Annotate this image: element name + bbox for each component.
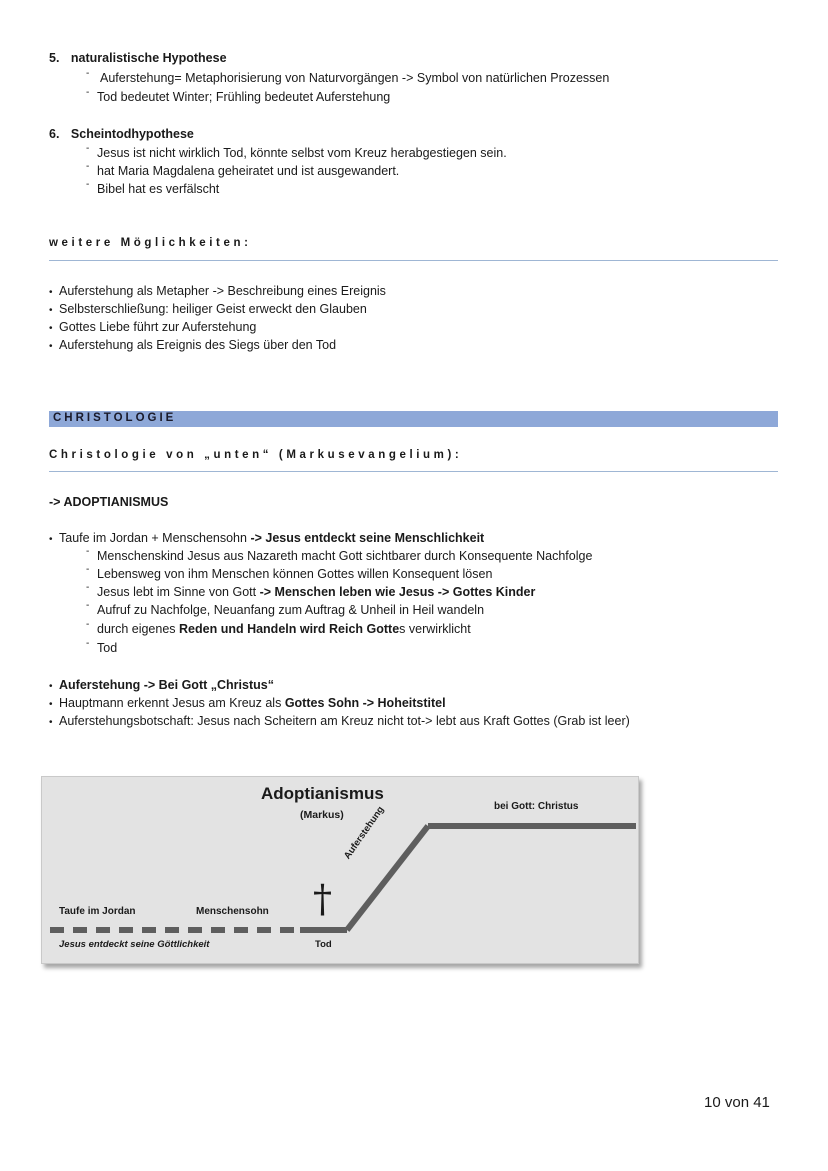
cross-icon: † bbox=[313, 877, 332, 921]
section-6-heading bbox=[49, 127, 194, 141]
auferstehung-label: Auferstehung bbox=[342, 804, 387, 862]
menschensohn-label: Menschensohn bbox=[196, 906, 269, 917]
list-item: • Auferstehungsbotschaft: Jesus nach Scheitern am Kreuz nicht tot-> lebt aus Kraft Gottes (Grab ist leer) bbox=[49, 714, 630, 728]
list-item: - hat Maria Magdalena geheiratet und ist ausgewandert. bbox=[86, 161, 400, 178]
list-item: • Gottes Liebe führt zur Auferstehung bbox=[49, 320, 257, 334]
adoptianismus-diagram bbox=[41, 776, 639, 964]
jesus-entdeckt-label: Jesus entdeckt seine Göttlichkeit bbox=[59, 939, 210, 950]
section-5-number: 5. bbox=[49, 51, 60, 65]
list-item: - Menschenskind Jesus aus Nazareth macht Gott sichtbarer durch Konsequente Nachfolge bbox=[86, 546, 593, 563]
list-item: - Jesus lebt im Sinne von Gott -> Menschen leben wie Jesus -> Gottes Kinder bbox=[86, 582, 536, 599]
list-item: - Lebensweg von ihm Menschen können Gottes willen Konsequent lösen bbox=[86, 564, 493, 581]
taufe-label: Taufe im Jordan bbox=[59, 906, 136, 917]
weitere-heading: weitere Möglichkeiten: bbox=[49, 237, 252, 249]
list-item: • Taufe im Jordan + Menschensohn -> Jesus entdeckt seine Menschlichkeit bbox=[49, 531, 485, 545]
divider bbox=[49, 471, 778, 472]
list-item: - Auferstehung= Metaphorisierung von Naturvorgängen -> Symbol von natürlichen Prozessen bbox=[86, 68, 610, 85]
list-item: • Hauptmann erkennt Jesus am Kreuz als Gottes Sohn -> Hoheitstitel bbox=[49, 696, 446, 710]
tod-label: Tod bbox=[315, 939, 332, 950]
diagram-title: Adoptianismus bbox=[261, 784, 384, 803]
list-item: • Auferstehung als Metapher -> Beschreibung eines Ereignis bbox=[49, 284, 386, 298]
christologie-title: CHRISTOLOGIE bbox=[53, 412, 177, 424]
list-item: - Aufruf zu Nachfolge, Neuanfang zum Auftrag & Unheil in Heil wandeln bbox=[86, 600, 485, 617]
section-6-title: Scheintodhypothese bbox=[70, 127, 194, 141]
section-5-title: naturalistische Hypothese bbox=[70, 51, 227, 65]
list-item: - durch eigenes Reden und Handeln wird Reich Gottes verwirklicht bbox=[86, 619, 471, 636]
adoptianismus-heading: -> ADOPTIANISMUS bbox=[49, 495, 169, 509]
list-item: • Selbsterschließung: heiliger Geist erweckt den Glauben bbox=[49, 302, 367, 316]
diagram-subtitle: (Markus) bbox=[300, 809, 344, 821]
list-item: - Bibel hat es verfälscht bbox=[86, 179, 220, 196]
list-item: - Jesus ist nicht wirklich Tod, könnte selbst vom Kreuz herabgestiegen sein. bbox=[86, 143, 507, 160]
section-6-number: 6. bbox=[49, 127, 60, 141]
page-number: 10 von 41 bbox=[704, 1094, 770, 1111]
christologie-subheading: Christologie von „unten“ (Markusevangelium): bbox=[49, 449, 463, 461]
divider bbox=[49, 260, 778, 261]
list-item: - Tod bbox=[86, 638, 118, 655]
list-item: - Tod bedeutet Winter; Frühling bedeutet Auferstehung bbox=[86, 87, 391, 104]
list-item: • Auferstehung -> Bei Gott „Christus“ bbox=[49, 678, 274, 692]
list-item: • Auferstehung als Ereignis des Siegs über den Tod bbox=[49, 338, 337, 352]
christologie-section-band bbox=[49, 411, 778, 427]
bei-gott-label: bei Gott: Christus bbox=[494, 801, 579, 812]
section-5-heading bbox=[49, 51, 227, 65]
